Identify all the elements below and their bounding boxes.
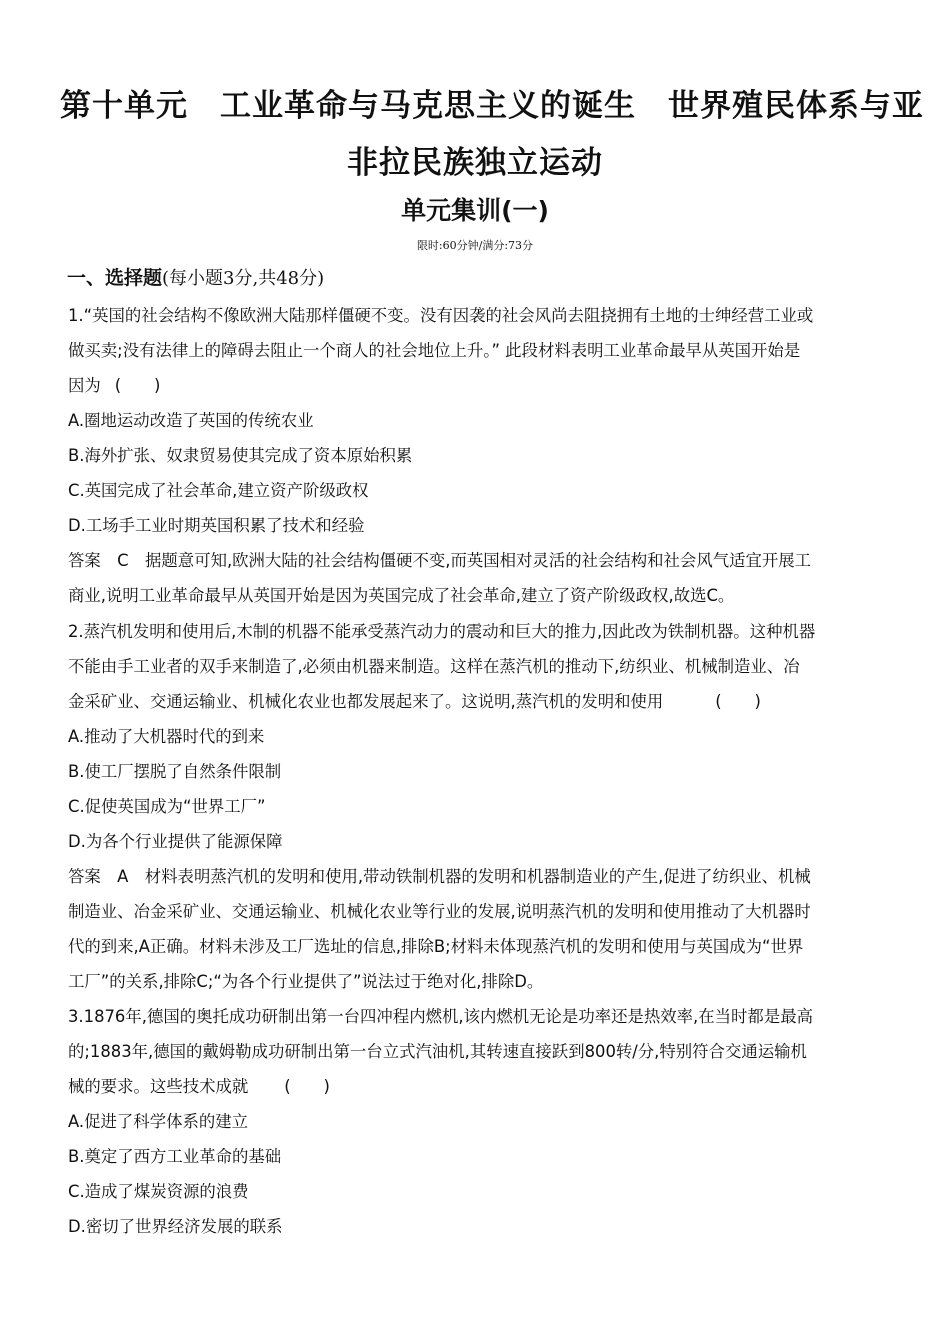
time-limit-note: 限时:60分钟/满分:73分 <box>416 239 534 252</box>
unit-subtitle: 单元集训(一) <box>401 196 549 225</box>
q3-option-c: C.造成了煤炭资源的浪费 <box>68 1182 249 1201</box>
q2-stem-line: 不能由手工业者的双手来制造了,必须由机器来制造。这样在蒸汽机的推动下,纺织业、机械制造业、冶 <box>68 657 800 676</box>
q2-answer-line: 工厂”的关系,排除C;“为各个行业提供了”说法过于绝对化,排除D。 <box>68 972 544 991</box>
q2-option-c: C.促使英国成为“世界工厂” <box>68 797 266 816</box>
q3-stem-line: 3.1876年,德国的奥托成功研制出第一台四冲程内燃机,该内燃机无论是功率还是热效率,在当时都是最高 <box>68 1007 813 1026</box>
q3-answer-blank: ( ) <box>284 1077 330 1096</box>
unit-title-line-2: 非拉民族独立运动 <box>347 145 603 181</box>
q3-option-a: A.促进了科学体系的建立 <box>68 1112 249 1131</box>
unit-title-line-1: 第十单元 工业革命与马克思主义的诞生 世界殖民体系与亚 <box>60 88 924 124</box>
q2-option-b: B.使工厂摆脱了自然条件限制 <box>68 762 282 781</box>
q3-stem-line: 的;1883年,德国的戴姆勒成功研制出第一台立式汽油机,其转速直接跃到800转/分,特别符合交通运输机 <box>68 1042 807 1061</box>
q3-stem-text: 械的要求。这些技术成就 <box>68 1077 249 1096</box>
q3-option-d: D.密切了世界经济发展的联系 <box>68 1217 283 1236</box>
q2-answer-line: 制造业、冶金采矿业、交通运输业、机械化农业等行业的发展,说明蒸汽机的发明和使用推动了大机器时 <box>68 902 811 921</box>
q2-stem-text: 金采矿业、交通运输业、机械化农业也都发展起来了。这说明,蒸汽机的发明和使用 <box>68 692 664 711</box>
q3-option-b: B.奠定了西方工业革命的基础 <box>68 1147 282 1166</box>
q1-option-a: A.圈地运动改造了英国的传统农业 <box>68 411 314 430</box>
section-heading-label: 一、选择题 <box>67 267 163 289</box>
q1-stem-line: 做买卖;没有法律上的障碍去阻止一个商人的社会地位上升。” 此段材料表明工业革命最早从英国开始是 <box>68 341 801 360</box>
section-score-note: (每小题3分,共48分) <box>162 268 325 289</box>
q1-option-c: C.英国完成了社会革命,建立资产阶级政权 <box>68 481 369 500</box>
q1-stem-text: 因为 <box>68 376 101 395</box>
q2-stem-line: 2.蒸汽机发明和使用后,木制的机器不能承受蒸汽动力的震动和巨大的推力,因此改为铁制机器。这种机器 <box>68 622 816 641</box>
q2-option-d: D.为各个行业提供了能源保障 <box>68 832 283 851</box>
q1-stem-line <box>68 376 160 396</box>
q2-answer-line: 代的到来,A正确。材料未涉及工厂选址的信息,排除B;材料未体现蒸汽机的发明和使用与英国成为“世界 <box>68 937 804 956</box>
q1-option-b: B.海外扩张、奴隶贸易使其完成了资本原始积累 <box>68 446 413 465</box>
q1-answer-blank: ( ) <box>114 376 161 395</box>
section-heading <box>67 263 324 290</box>
q1-answer-line: 商业,说明工业革命最早从英国开始是因为英国完成了社会革命,建立了资产阶级政权,故选C。 <box>68 586 735 605</box>
q2-answer-line: 答案 A 材料表明蒸汽机的发明和使用,带动铁制机器的发明和机器制造业的产生,促进了纺织业、机械 <box>68 867 811 886</box>
q2-answer-blank: ( ) <box>715 692 761 711</box>
q3-stem-line <box>68 1077 330 1097</box>
q1-answer-line: 答案 C 据题意可知,欧洲大陆的社会结构僵硬不变,而英国相对灵活的社会结构和社会风气适宜开展工 <box>68 551 812 570</box>
q2-option-a: A.推动了大机器时代的到来 <box>68 727 265 746</box>
q1-option-d: D.工场手工业时期英国积累了技术和经验 <box>68 516 365 535</box>
q1-stem-line: 1.“英国的社会结构不像欧洲大陆那样僵硬不变。没有因袭的社会风尚去阻挠拥有土地的士绅经营工业或 <box>68 306 814 325</box>
q2-stem-line <box>68 692 761 712</box>
